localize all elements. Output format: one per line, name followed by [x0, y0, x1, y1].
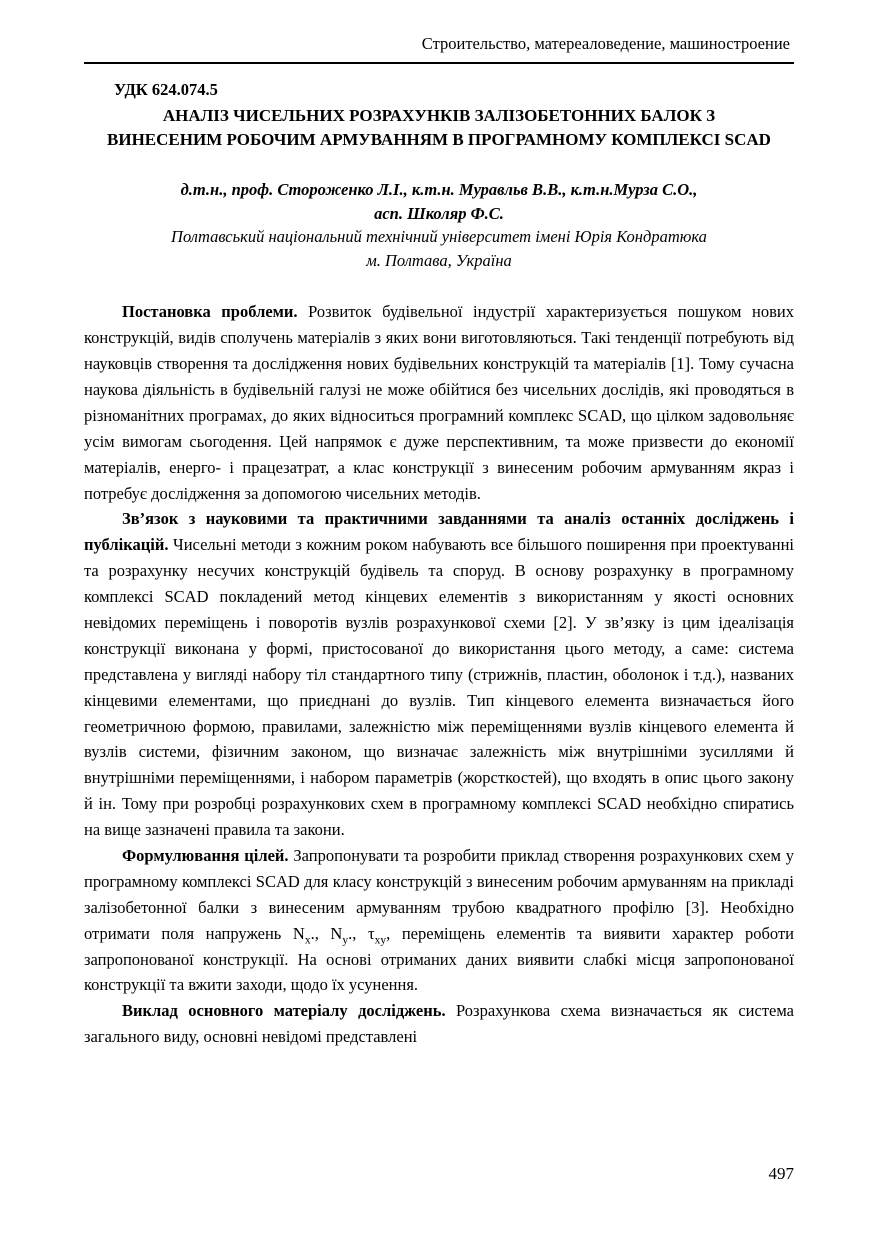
paragraph-lead: Формулювання цілей. [122, 845, 289, 865]
paragraph-text: , переміщень елементів та виявити характер роботи запропонованої конструкції. На основі отриманих даних виявити слабкі місця запропонованої конструкції та вжити заходи, щодо їх усунення. [84, 923, 794, 995]
paragraph [84, 998, 794, 1050]
authors-block [84, 178, 794, 226]
paragraph-text: Розвиток будівельної індустрії характеризується пошуком нових конструкцій, видів сполучень матеріалів з яких вони виготовляються. Такі тенденції потребують від науковців створення та дослідження нових будівельних конструкцій та матеріалів [1]. Тому сучасна наукова діяльність в будівельній галузі не може обійтися без чисельних дослідів, які проводяться в різноманітних програмах, до яких відноситься програмний комплекс SCAD, що цілком задовольняє усім вимогам сьогодення. Цей напрямок є дуже перспективним, та може призвести до економії матеріалів, енерго- і працезатрат, а клас конструкції з винесеним робочим армуванням якраз і потребує дослідження за допомогою чисельних методів. [84, 302, 795, 503]
paragraph-text: ., τ [348, 923, 375, 943]
subscript-text: xy [374, 933, 387, 946]
page-number: 497 [768, 1164, 794, 1183]
subscript-text: x [304, 933, 311, 946]
article-title: АНАЛІЗ ЧИСЕЛЬНИХ РОЗРАХУНКІВ ЗАЛІЗОБЕТОННИХ БАЛОК З ВИНЕСЕНИМ РОБОЧИМ АРМУВАННЯМ В ПРОГРАМНОМУ КОМПЛЕКСІ SCAD [107, 106, 771, 149]
affiliation-line-2: м. Полтава, Україна [366, 251, 512, 271]
paragraph [84, 299, 794, 506]
affiliation-line-1: Полтавський національний технічний університет імені Юрія Кондратюка [171, 227, 707, 247]
running-header: Строительство, матереаловедение, машиностроение [84, 34, 794, 64]
affiliation-block [84, 225, 794, 273]
udc-code: УДК 624.074.5 [114, 80, 218, 99]
paragraph [84, 843, 794, 998]
authors-line-2: асп. Школяр Ф.С. [374, 203, 504, 223]
paragraph-lead: Виклад основного матеріалу досліджень. [122, 1001, 446, 1021]
paragraph-text: Чисельні методи з кожним роком набувають все більшого поширення при проектуванні та розрахунку несучих конструкцій будівель та споруд. В основу розрахунку в програмному комплексі SCAD покладений метод кінцевих елементів з використанням у якості основних невідомих переміщень і поворотів вузлів розрахункової схеми [2]. У зв’язку із цим ідеалізація конструкції виконана у формі, пристосованої до використання цього методу, а саме: система представлена у вигляді набору тіл стандартного типу (стрижнів, пластин, оболонок і т.д.), названих кінцевими елементами, що приєднані до вузлів. Тип кінцевого елемента визначається його геометричною формою, правилами, залежністю між переміщеннями вузлів кінцевого елемента й вузлів системи, фізичним законом, що визначає залежність між внутрішніми зусиллями й внутрішніми переміщеннями, і набором параметрів (жорсткостей), що входять в опис цього закону й ін. Тому при розробці розрахункових схем в програмному комплексі SCAD необхідно спиратись на вище зазначені правила та закони. [84, 535, 794, 840]
article-body [84, 299, 794, 1050]
paragraph-text: ., N [310, 923, 343, 943]
paragraph-lead: Зв’язок з науковими та практичними завданнями та аналіз останніх досліджень і публікацій. [84, 509, 794, 555]
authors-line-1: д.т.н., проф. Стороженко Л.І., к.т.н. Муравльв В.В., к.т.н.Мурза С.О., [180, 179, 698, 199]
paragraph-lead: Постановка проблеми. [122, 302, 298, 322]
subscript-text: y [342, 933, 349, 946]
paragraph-text: Запропонувати та розробити приклад створення розрахункових схем у програмному комплексі SCAD для класу конструкцій з винесеним робочим армуванням на прикладі залізобетонної балки з винесеним армуванням трубою квадратного профілю [3]. Необхідно отримати поля напружень N [84, 845, 795, 943]
paragraph [84, 506, 794, 843]
paragraph-text: Розрахункова схема визначається як система загального виду, основні невідомі представлені [84, 1001, 795, 1047]
